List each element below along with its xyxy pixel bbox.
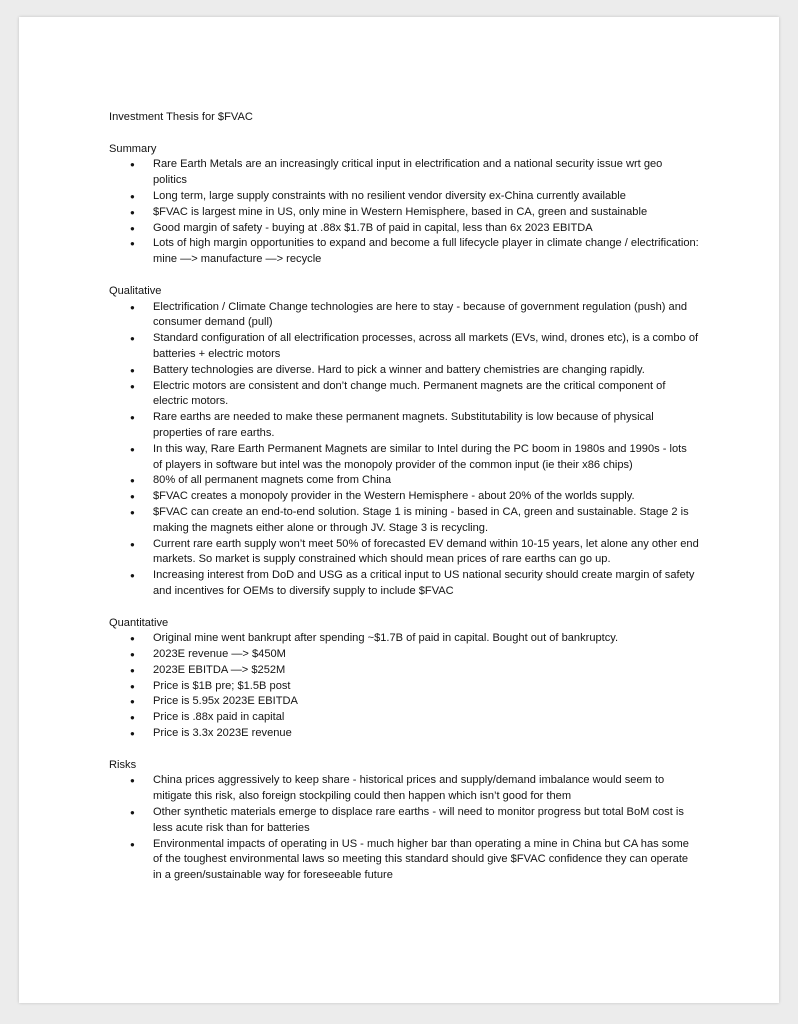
bullet-item: ● Good margin of safety - buying at .88x $1.7B of paid in capital, less than 6x 2023 EBITDA (109, 221, 699, 237)
bullet-list (109, 631, 699, 742)
section-heading: Quantitative (109, 616, 169, 629)
bullet-item: ● In this way, Rare Earth Permanent Magnets are similar to Intel during the PC boom in 1980s and 1990s - lots of players in software but intel was the monopoly provider of the common input (ie their x86 chips) (109, 442, 699, 474)
bullet-item: ● Increasing interest from DoD and USG as a critical input to US national security should create margin of safety and incentives for OEMs to diversify supply to include $FVAC (109, 568, 699, 600)
section-heading: Risks (109, 758, 137, 771)
bullet-item: ● Price is $1B pre; $1.5B post (109, 679, 699, 695)
bullet-item: ● 80% of all permanent magnets come from China (109, 473, 699, 489)
bullet-item: ● Price is 5.95x 2023E EBITDA (109, 694, 699, 710)
bullet-item: ● Current rare earth supply won’t meet 50% of forecasted EV demand within 10-15 years, let alone any other end markets. So market is supply constrained which should mean prices of rare earths can go up. (109, 537, 699, 569)
bullet-item: ● 2023E EBITDA —> $252M (109, 663, 699, 679)
document-page (19, 17, 779, 1003)
bullet-item: ● Price is 3.3x 2023E revenue (109, 726, 699, 742)
bullet-item: ● Original mine went bankrupt after spending ~$1.7B of paid in capital. Bought out of bankruptcy. (109, 631, 699, 647)
bullet-list (109, 157, 699, 268)
section-qualitative (109, 284, 699, 600)
document-title: Investment Thesis for $FVAC (109, 111, 253, 123)
section-quantitative (109, 616, 699, 742)
bullet-list (109, 300, 699, 600)
bullet-item: ● Electric motors are consistent and don’t change much. Permanent magnets are the critical component of electric motors. (109, 379, 699, 411)
bullet-item: ● Standard configuration of all electrification processes, across all markets (EVs, wind, drones etc), is a combo of batteries + electric motors (109, 331, 699, 363)
bullet-item: ● Electrification / Climate Change technologies are here to stay - because of government regulation (push) and consumer demand (pull) (109, 300, 699, 332)
section-heading: Summary (109, 142, 157, 155)
bullet-item: ● Environmental impacts of operating in US - much higher bar than operating a mine in China but CA has some of the toughest environmental laws so meeting this standard should give $FVAC confidence they can operate in a green/sustainable way for foreseeable future (109, 837, 699, 884)
document-content (109, 110, 699, 900)
bullet-item: ● $FVAC is largest mine in US, only mine in Western Hemisphere, based in CA, green and sustainable (109, 205, 699, 221)
section-summary (109, 142, 699, 268)
bullet-item: ● Rare earths are needed to make these permanent magnets. Substitutability is low because of physical properties of rare earths. (109, 410, 699, 442)
bullet-item: ● Long term, large supply constraints with no resilient vendor diversity ex-China currently available (109, 189, 699, 205)
bullet-item: ● China prices aggressively to keep share - historical prices and supply/demand imbalance would seem to mitigate this risk, also foreign stockpiling could then happen which isn’t good for them (109, 773, 699, 805)
bullet-item: ● Price is .88x paid in capital (109, 710, 699, 726)
bullet-list (109, 773, 699, 884)
bullet-item: ● Other synthetic materials emerge to displace rare earths - will need to monitor progress but total BoM cost is less acute risk than for batteries (109, 805, 699, 837)
bullet-item: ● 2023E revenue —> $450M (109, 647, 699, 663)
bullet-item: ● $FVAC creates a monopoly provider in the Western Hemisphere - about 20% of the worlds supply. (109, 489, 699, 505)
bullet-item: ● Battery technologies are diverse. Hard to pick a winner and battery chemistries are changing rapidly. (109, 363, 699, 379)
bullet-item: ● Rare Earth Metals are an increasingly critical input in electrification and a national security issue wrt geo politics (109, 157, 699, 189)
bullet-item: ● $FVAC can create an end-to-end solution. Stage 1 is mining - based in CA, green and sustainable. Stage 2 is making the magnets either alone or through JV. Stage 3 is recycling. (109, 505, 699, 537)
bullet-item: ● Lots of high margin opportunities to expand and become a full lifecycle player in climate change / electrification: mine —> manufacture —> recycle (109, 236, 699, 268)
section-heading: Qualitative (109, 284, 162, 297)
section-risks (109, 758, 699, 884)
